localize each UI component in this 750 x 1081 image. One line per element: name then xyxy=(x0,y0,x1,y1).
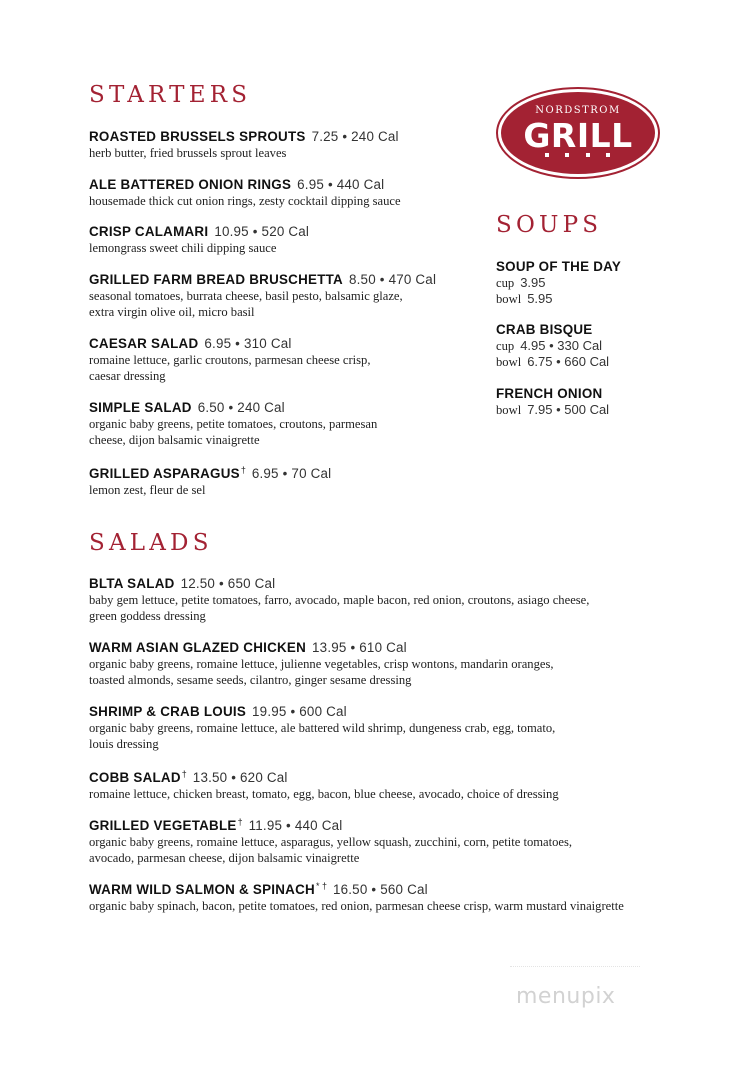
menu-item-warm-wild-salmon-spinach xyxy=(89,878,669,914)
item-name: CRAB BISQUE xyxy=(496,322,593,337)
item-price: 19.95 • 600 Cal xyxy=(252,704,347,719)
item-name: FRENCH ONION xyxy=(496,386,603,401)
soup-item-crab-bisque xyxy=(496,321,716,370)
item-price: 10.95 • 520 Cal xyxy=(214,224,310,239)
item-description: lemon zest, fleur de sel xyxy=(89,483,206,497)
dagger-mark: † xyxy=(181,769,187,779)
item-name: SHRIMP & CRAB LOUIS xyxy=(89,704,247,719)
item-price: 6.95 • 310 Cal xyxy=(204,336,292,351)
item-description: lemongrass sweet chili dipping sauce xyxy=(89,241,277,255)
item-name: CAESAR SALAD xyxy=(89,336,199,351)
dagger-mark: † xyxy=(237,817,243,827)
item-description: romaine lettuce, garlic croutons, parmesan cheese crisp, xyxy=(89,353,371,367)
item-description: toasted almonds, sesame seeds, cilantro, ginger sesame dressing xyxy=(89,673,412,687)
item-description: baby gem lettuce, petite tomatoes, farro, avocado, maple bacon, red onion, croutons, asiago cheese, xyxy=(89,593,590,607)
item-name: GRILLED VEGETABLE xyxy=(89,818,237,833)
item-price: 7.25 • 240 Cal xyxy=(311,129,399,144)
item-name: WARM WILD SALMON & SPINACH xyxy=(89,882,315,897)
item-name: SIMPLE SALAD xyxy=(89,400,192,415)
size-price: 4.95 • 330 Cal xyxy=(520,338,603,353)
item-description: avocado, parmesan cheese, dijon balsamic vinaigrette xyxy=(89,851,360,865)
item-description: housemade thick cut onion rings, zesty cocktail dipping sauce xyxy=(89,194,401,208)
item-description: cheese, dijon balsamic vinaigrette xyxy=(89,433,260,447)
item-name: GRILLED ASPARAGUS xyxy=(89,466,240,481)
item-price: 13.50 • 620 Cal xyxy=(192,770,288,785)
size-label: bowl xyxy=(496,292,522,306)
item-price: 6.50 • 240 Cal xyxy=(197,400,285,415)
size-label: cup xyxy=(496,276,515,290)
size-price: 6.75 • 660 Cal xyxy=(527,354,610,369)
item-description: organic baby greens, romaine lettuce, asparagus, yellow squash, zucchini, corn, petite tomatoes, xyxy=(89,835,573,849)
item-description: louis dressing xyxy=(89,737,159,751)
item-price: 6.95 • 70 Cal xyxy=(251,466,332,481)
item-description: romaine lettuce, chicken breast, tomato, egg, bacon, blue cheese, avocado, choice of dressing xyxy=(89,787,559,801)
dagger-mark: † xyxy=(240,465,246,475)
item-price: 16.50 • 560 Cal xyxy=(332,882,428,897)
item-name: ROASTED BRUSSELS SPROUTS xyxy=(89,129,306,144)
menu-item-cobb-salad xyxy=(89,766,669,802)
size-price: 5.95 xyxy=(527,291,553,306)
soup-item-soup-of-the-day xyxy=(496,258,716,307)
size-price: 7.95 • 500 Cal xyxy=(527,402,610,417)
item-price: 13.95 • 610 Cal xyxy=(312,640,407,655)
item-description: organic baby greens, petite tomatoes, croutons, parmesan xyxy=(89,417,378,431)
item-name: COBB SALAD xyxy=(89,770,181,785)
item-price: 11.95 • 440 Cal xyxy=(248,818,343,833)
item-description: organic baby spinach, bacon, petite tomatoes, red onion, parmesan cheese crisp, warm mustard vinaigrette xyxy=(89,899,624,913)
menu-item-grilled-asparagus xyxy=(89,462,669,498)
item-name: GRILLED FARM BREAD BRUSCHETTA xyxy=(89,272,343,287)
item-description: herb butter, fried brussels sprout leaves xyxy=(89,146,287,160)
size-label: bowl xyxy=(496,403,522,417)
starters-heading: STARTERS xyxy=(89,82,252,108)
item-description: seasonal tomatoes, burrata cheese, basil pesto, balsamic glaze, xyxy=(89,289,403,303)
salads-heading: SALADS xyxy=(89,530,213,556)
item-description: organic baby greens, romaine lettuce, julienne vegetables, crisp wontons, mandarin oranges, xyxy=(89,657,554,671)
logo-main-text: GRILL xyxy=(523,116,633,155)
nordstrom-grill-logo xyxy=(495,86,661,180)
item-description: caesar dressing xyxy=(89,369,166,383)
menu-item-warm-asian-glazed-chicken xyxy=(89,639,669,688)
dagger-mark: * † xyxy=(315,881,327,891)
item-price: 12.50 • 650 Cal xyxy=(180,576,276,591)
menu-item-blta-salad xyxy=(89,575,669,624)
item-name: BLTA SALAD xyxy=(89,576,175,591)
watermark: menupix xyxy=(516,984,616,1009)
item-name: ALE BATTERED ONION RINGS xyxy=(89,177,292,192)
menu-item-ale-battered-onion-rings xyxy=(89,176,669,209)
item-description: organic baby greens, romaine lettuce, ale battered wild shrimp, dungeness crab, egg, tomato, xyxy=(89,721,556,735)
menu-item-shrimp-crab-louis xyxy=(89,703,669,752)
size-label: bowl xyxy=(496,355,522,369)
item-price: 8.50 • 470 Cal xyxy=(348,272,437,287)
logo-oval-icon xyxy=(495,86,661,180)
item-name: CRISP CALAMARI xyxy=(89,224,209,239)
soup-item-french-onion xyxy=(496,385,716,418)
item-price: 6.95 • 440 Cal xyxy=(297,177,385,192)
item-description: green goddess dressing xyxy=(89,609,206,623)
item-name: SOUP OF THE DAY xyxy=(496,259,622,274)
size-label: cup xyxy=(496,339,515,353)
logo-top-text: NORDSTROM xyxy=(535,105,621,116)
item-description: extra virgin olive oil, micro basil xyxy=(89,305,255,319)
watermark-dots xyxy=(510,966,640,977)
menu-item-grilled-vegetable xyxy=(89,814,669,866)
soups-heading: SOUPS xyxy=(496,212,603,238)
size-price: 3.95 xyxy=(520,275,546,290)
item-name: WARM ASIAN GLAZED CHICKEN xyxy=(89,640,307,655)
